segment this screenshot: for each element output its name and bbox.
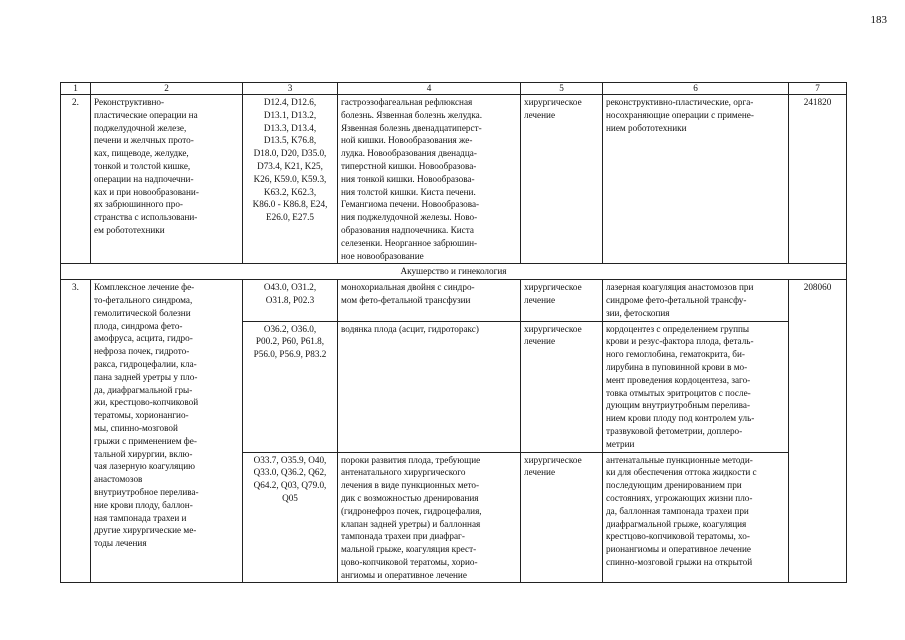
icd-codes: D12.4, D12.6, D13.1, D13.2, D13.3, D13.4, D13.5, K76.8, D18.0, D20, D35.0, D73.4, K21, K25, K26, K59.0, K59.3, K63.2, K62.3, K86.0 - K86.8, E24, E26.0, E27.5	[252, 97, 328, 223]
cost-value: 241820	[803, 97, 832, 107]
patient-model: водянка плода (асцит, гидроторакс)	[341, 323, 479, 334]
patient-model: пороки развития плода, требующие антенатального хирургического лечения в виде пункционных мето- дик с возможностью дренирования (гидронефроз почек, гидроцефалия, клапан задней уретры) и баллонная тампонада трахеи при диафраг- мальной грыже, коагуляция крест- цово-копчиковой тератомы, хорио- ангиомы и оперативное лечение	[341, 454, 482, 580]
treatment-method: реконструктивно-пластические, орга- носохраняющие операции с примене- нием робототехники	[606, 97, 754, 133]
treatment-method: антенатальные пункционные методи- ки для обеспечения оттока жидкости с последующим дренированием при состояниях, угрожающих жизни пло- да, баллонная тампонада трахеи при диафрагмальной грыже, коагуляция крестцово-копчиковой тератомы, хо- рионангиомы и оперативное лечение спинно-мозговой грыжи на открытой	[606, 454, 757, 567]
section-row	[61, 264, 847, 280]
row-number: 3.	[72, 282, 79, 293]
col-header-1: 1	[61, 83, 91, 95]
treatment-method: лазерная коагуляция анастомозов при синдроме фето-фетальной трансфу- зии, фетоскопия	[606, 282, 754, 318]
treatment-type: хирургическое лечение	[524, 454, 582, 478]
icd-codes: O43.0, O31.2, O31.8, P02.3	[263, 282, 317, 305]
col-header-4: 4	[338, 83, 521, 95]
patient-model: монохориальная двойня с синдро- мом фето-фетальной трансфузии	[341, 282, 475, 305]
col-header-2: 2	[91, 83, 243, 95]
services-table	[60, 82, 847, 583]
section-title: Акушерство и гинекология	[400, 266, 507, 277]
col-header-5: 5	[521, 83, 603, 95]
treatment-type: хирургическое лечение	[524, 97, 582, 120]
table-row	[61, 95, 847, 264]
table-row	[61, 280, 847, 321]
service-name: Реконструктивно- пластические операции на поджелудочной железе, печени и желчных прото- ках, пищеводе, желудке, тонкой и толстой кишке, операции на надпочечни- ках и при новообразовани- ях забрюшинного про- странства с использовани- ем робототехники	[94, 97, 199, 235]
table-header-row	[61, 83, 847, 95]
col-header-7: 7	[789, 83, 847, 95]
cost-value: 208060	[803, 282, 832, 293]
page-number: 183	[870, 14, 887, 26]
icd-codes: O36.2, O36.0, P00.2, P60, P61.8, P56.0, P56.9, P83.2	[253, 323, 327, 360]
treatment-type: хирургическое лечение	[524, 282, 582, 305]
icd-codes: O33.7, O35.9, O40, Q33.0, Q36.2, Q62, Q64.2, Q03, Q79.0, Q05	[253, 454, 327, 503]
patient-model: гастроэзофагеальная рефлюксная болезнь. Язвенная болезнь желудка. Язвенная болезнь двенадцатиперст- ной кишки. Новообразования же- лудка. Новообразования двенадца- типерстной кишки. Новообразова- ния тонкой кишки. Новообразова- ния толстой кишки. Киста печени. Гемангиома печени. Новообразова- ния поджелудочной железы. Ново- образования надпочечника. Киста селезенки. Неорганное забрюшин- ное новообразование	[341, 97, 483, 261]
treatment-method: кордоцентез с определением группы крови и резус-фактора плода, феталь- ного гемоглобина, гематокрита, би- лирубина в пуповинной крови в мо- мент проведения кордоцентеза, заго- товка отмытых эритроцитов с после- дующим внутриутробным перелива- нием крови плоду под контролем уль- тразвуковой фетометрии, доплеро- метрии	[606, 323, 755, 449]
treatment-type: хирургическое лечение	[524, 323, 582, 347]
service-name: Комплексное лечение фе- то-фетального синдрома, гемолитической болезни плода, синдрома фето- амофруса, асцита, гидро- нефроза почек, гидрото- ракса, гидроцефалии, кла- пана задней уретры у пло- да, диафрагмальной гры- жи, крестцово-копчиковой тератомы, хорионангио- мы, спинно-мозговой грыжи с применением фе- тальной хирургии, вклю- чая лазерную коагуляцию анастомозов внутриутробное перелива- ние крови плоду, баллон- ная тампонада трахеи и другие хирургические ме- тоды лечения	[94, 282, 199, 549]
col-header-3: 3	[243, 83, 338, 95]
row-number: 2.	[72, 97, 79, 107]
col-header-6: 6	[603, 83, 789, 95]
